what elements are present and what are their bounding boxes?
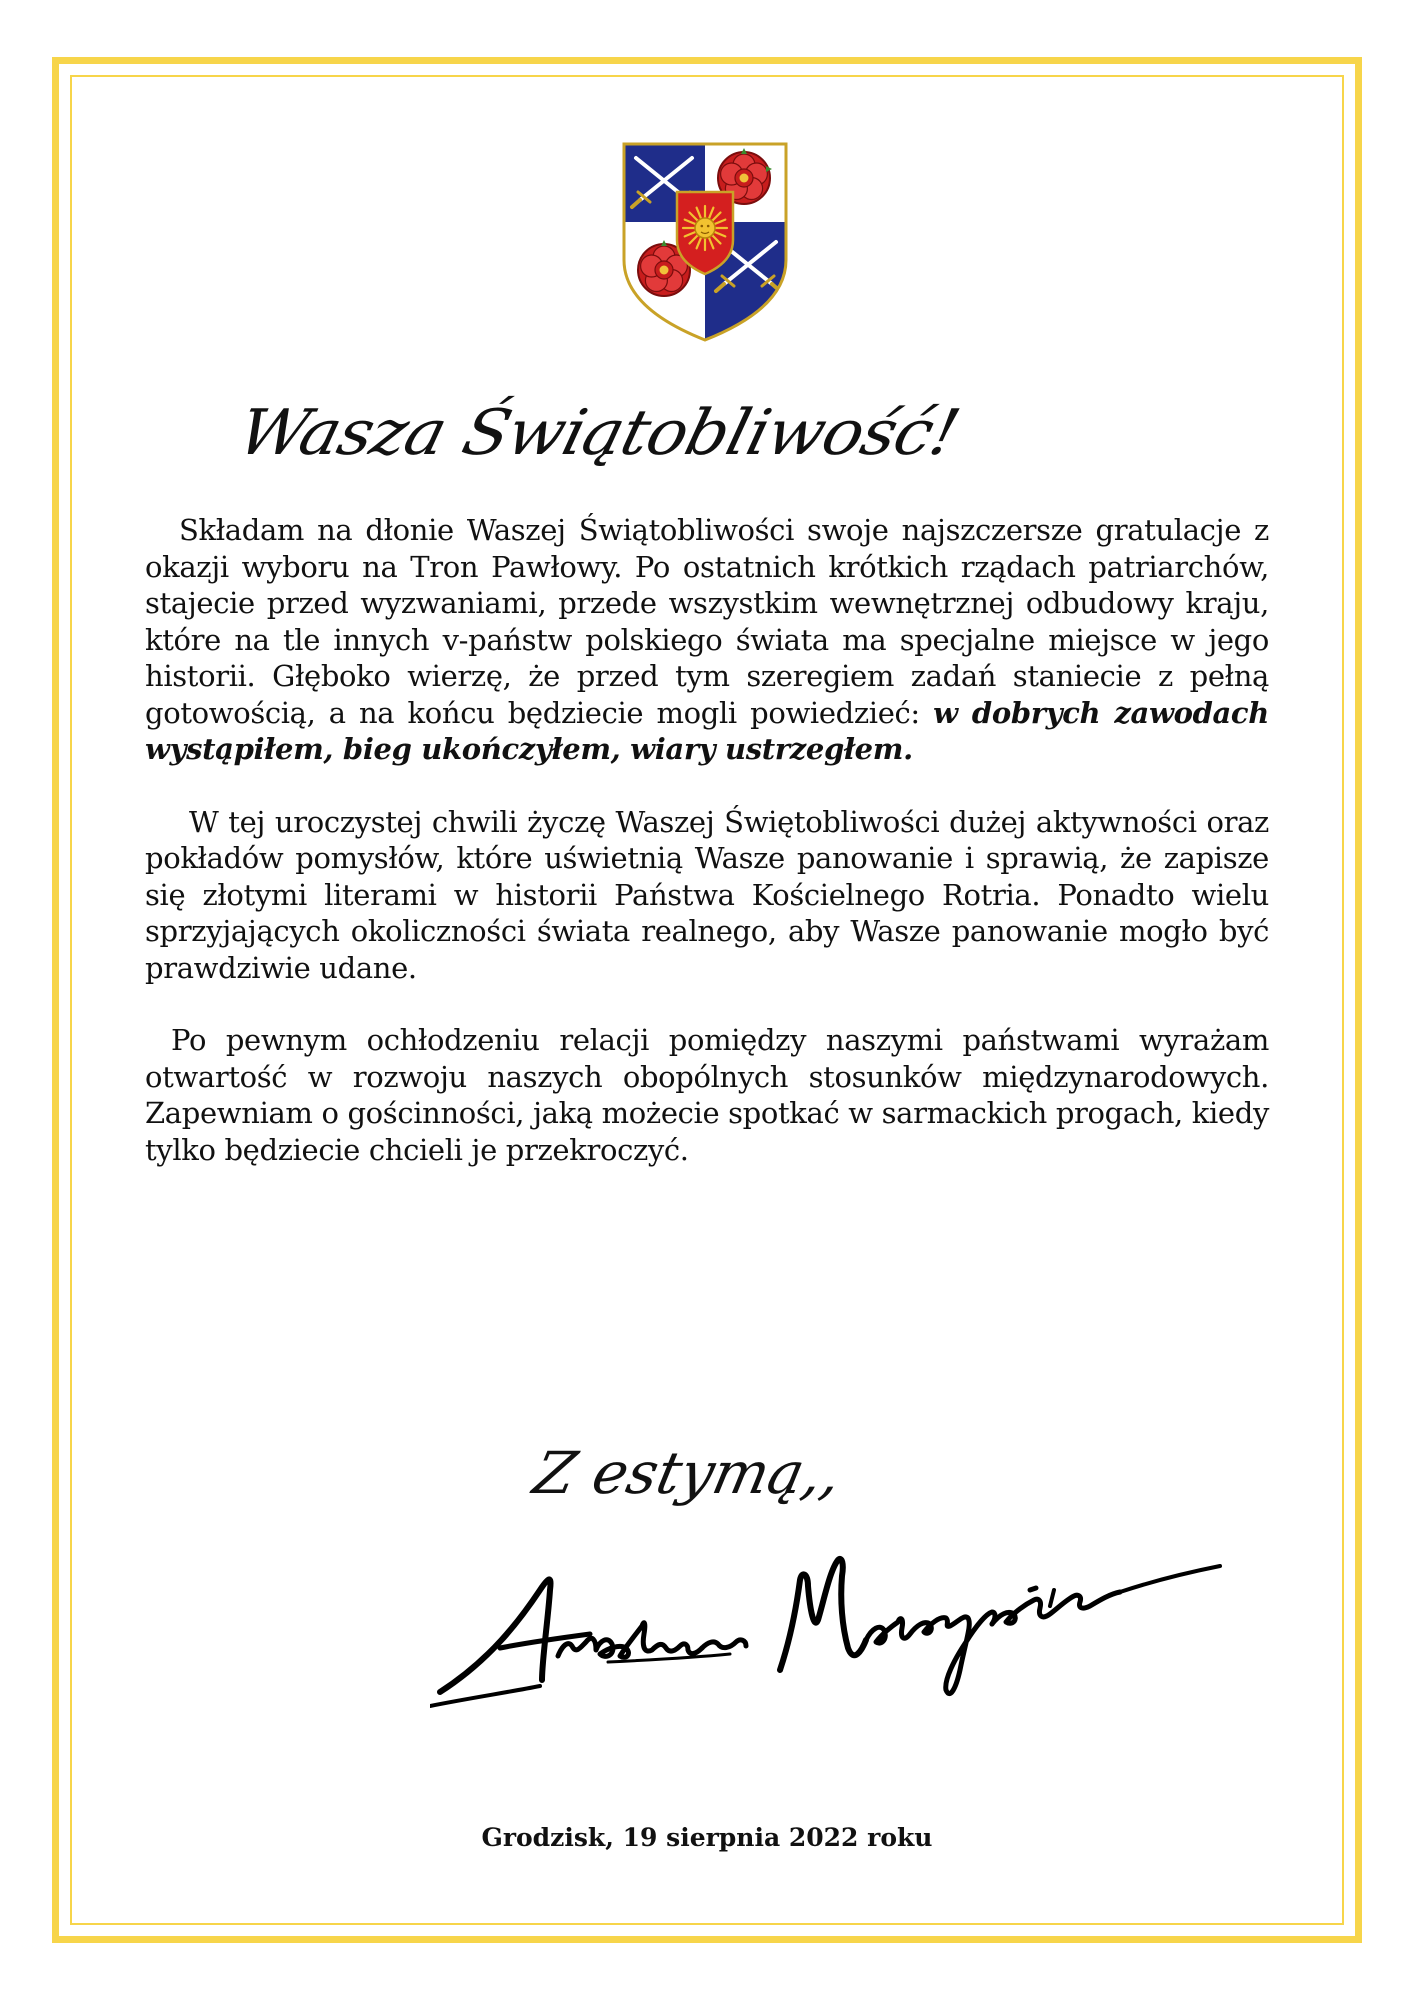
- place-and-date: Grodzisk, 19 sierpnia 2022 roku: [481, 1823, 933, 1852]
- paragraph-2-text: W tej uroczystej chwili życzę Waszej Świętobliwości dużej aktywności oraz pokładów pomysłów, które uświetnią Wasze panowanie i sprawią, że zapisze się złotymi literami w historii Państwa Kościelnego Rotria. Ponadto wielu sprzyjających okoliczności świata realnego, aby Wasze panowanie mogło być prawdziwie udane.: [145, 804, 1269, 985]
- paragraph-3: [145, 1022, 1269, 1168]
- paragraph-3-text: Po pewnym ochłodzeniu relacji pomiędzy naszymi państwami wyrażam otwartość w rozwoju naszych obopólnych stosunków międzynarodowych. Zapewniam o gościnności, jaką możecie spotkać w sarmackich progach, kiedy tylko będziecie chcieli je przekroczyć.: [145, 1023, 1269, 1167]
- coat-of-arms-icon: [620, 140, 790, 345]
- letter-body: [145, 512, 1269, 1168]
- paragraph-1-text: Składam na dłonie Waszej Świątobliwości swoje najszczersze gratulacje z okazji wyboru na Tron Pawłowy. Po ostatnich krótkich rządach patriarchów, stajecie przed wyzwaniami, przede wszystkim wewnętrznej odbudowy kraju, które na tle innych v-państw polskiego świata ma specjalne miejsce w jego historii. Głęboko wierzę, że przed tym szeregiem zadań staniecie z pełną gotowością, a na końcu będziecie mogli powiedzieć:: [145, 513, 1269, 730]
- paragraph-1: [145, 512, 1269, 768]
- paragraph-2: [145, 804, 1269, 987]
- salutation: Wasza Świątobliwość!: [230, 395, 967, 470]
- handwritten-signature-icon: [430, 1530, 1230, 1730]
- paragraph-1-quote: w dobrych zawodach wystąpiłem, bieg ukończyłem, wiary ustrzegłem.: [145, 695, 1269, 766]
- closing-phrase: Z estymą,,: [527, 1439, 848, 1507]
